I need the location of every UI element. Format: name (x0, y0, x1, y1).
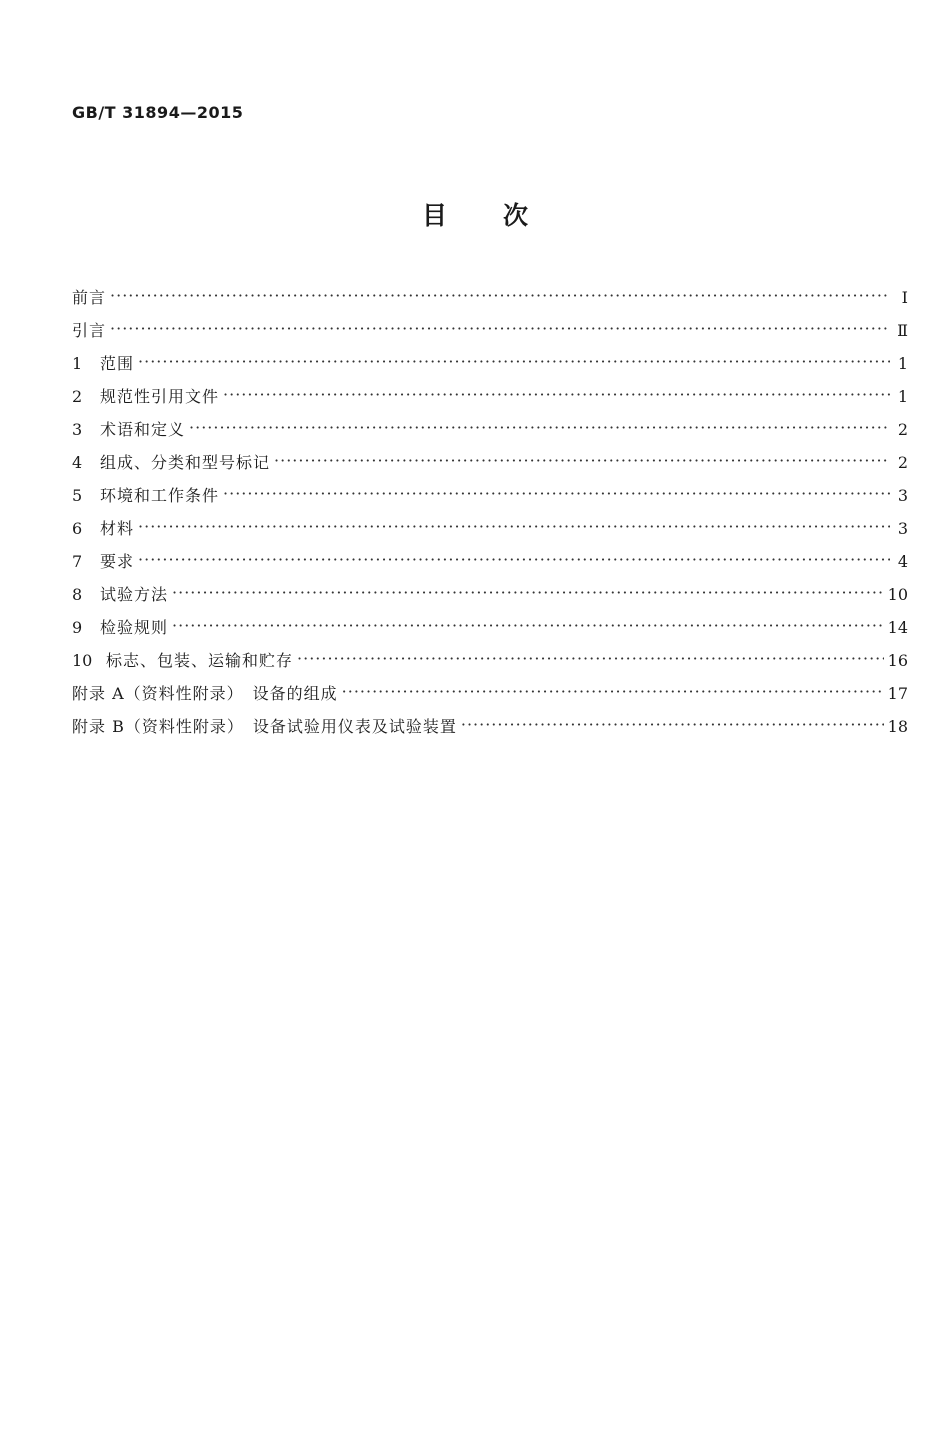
toc-entry-introduction[interactable] (72, 318, 908, 351)
toc-leader-dots (189, 419, 890, 435)
toc-leader-dots (342, 683, 884, 699)
toc-entry-8[interactable] (72, 582, 908, 615)
toc-entry-label: 附录 B（资料性附录） 设备试验用仪表及试验装置 (72, 717, 457, 736)
toc-entry-5[interactable] (72, 483, 908, 516)
page-title: 目次 (421, 201, 584, 230)
toc-entry-page: 2 (897, 453, 908, 472)
toc-entry-9[interactable] (72, 615, 908, 648)
document-code: GB/T 31894—2015 (72, 103, 244, 122)
toc-entry-page: 16 (887, 651, 908, 670)
toc-entry-label: 检验规则 (100, 618, 169, 637)
toc-entry-number: 9 (72, 618, 83, 637)
toc-leader-dots (138, 353, 890, 369)
toc-entry-page: 18 (887, 717, 908, 736)
toc-entry-number: 3 (72, 420, 83, 439)
toc-entry-label: 标志、包装、运输和贮存 (106, 651, 294, 670)
toc-entry-number: 8 (72, 585, 83, 604)
toc-entry-label: 要求 (100, 552, 135, 571)
toc-entry-label: 附录 A（资料性附录） 设备的组成 (72, 684, 338, 703)
toc-entry-number: 4 (72, 453, 83, 472)
toc-leader-dots (138, 551, 890, 567)
toc-entry-number: 5 (72, 486, 83, 505)
toc-leader-dots (223, 386, 890, 402)
toc-entry-10[interactable] (72, 648, 908, 681)
toc-entry-number: 2 (72, 387, 83, 406)
toc-leader-dots (274, 452, 890, 468)
toc-entry-2[interactable] (72, 384, 908, 417)
toc-entry-page: 3 (897, 486, 908, 505)
toc-leader-dots (223, 485, 890, 501)
toc-entry-page: 14 (887, 618, 908, 637)
toc-entry-number: 7 (72, 552, 83, 571)
toc-entry-7[interactable] (72, 549, 908, 582)
toc-entry-appendix-b[interactable] (72, 714, 908, 747)
toc-entry-appendix-a[interactable] (72, 681, 908, 714)
toc-leader-dots (172, 584, 884, 600)
toc-entry-3[interactable] (72, 417, 908, 450)
toc-entry-page: 2 (897, 420, 908, 439)
toc-entry-page: 3 (897, 519, 908, 538)
toc-entry-label: 前言 (72, 288, 107, 307)
toc-entry-label: 术语和定义 (100, 420, 186, 439)
toc-leader-dots (138, 518, 890, 534)
toc-entry-number: 6 (72, 519, 83, 538)
toc-entry-6[interactable] (72, 516, 908, 549)
toc-entry-page: Ⅱ (897, 321, 908, 340)
toc-entry-page: 4 (897, 552, 908, 571)
toc-entry-label: 试验方法 (100, 585, 169, 604)
table-of-contents (72, 285, 908, 747)
toc-entry-foreword[interactable] (72, 285, 908, 318)
toc-entry-page: 17 (887, 684, 908, 703)
toc-entry-number: 10 (72, 651, 93, 670)
toc-entry-label: 材料 (100, 519, 135, 538)
toc-entry-page: 1 (897, 387, 908, 406)
toc-entry-page: 1 (897, 354, 908, 373)
toc-entry-label: 规范性引用文件 (100, 387, 220, 406)
toc-entry-label: 范围 (100, 354, 135, 373)
toc-entry-label: 环境和工作条件 (100, 486, 220, 505)
toc-entry-label: 引言 (72, 321, 107, 340)
toc-leader-dots (110, 287, 890, 303)
toc-leader-dots (461, 716, 884, 732)
toc-leader-dots (110, 320, 890, 336)
toc-leader-dots (172, 617, 884, 633)
toc-entry-4[interactable] (72, 450, 908, 483)
toc-entry-number: 1 (72, 354, 83, 373)
toc-leader-dots (297, 650, 884, 666)
toc-entry-1[interactable] (72, 351, 908, 384)
toc-entry-label: 组成、分类和型号标记 (100, 453, 271, 472)
toc-entry-page: 10 (887, 585, 908, 604)
toc-entry-page: Ⅰ (901, 288, 908, 307)
